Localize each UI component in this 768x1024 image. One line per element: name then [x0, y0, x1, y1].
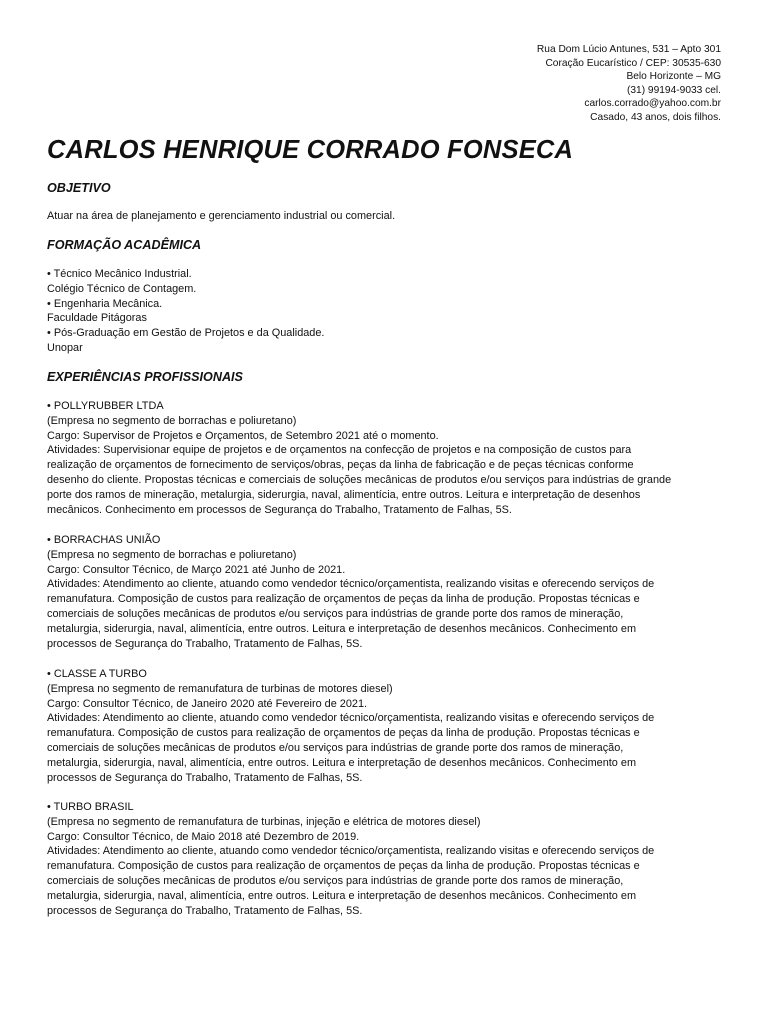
objective-heading: OBJETIVO [47, 181, 111, 195]
contact-phone: (31) 99194-9033 cel. [626, 84, 721, 96]
contact-marital-status: Casado, 43 anos, dois filhos. [590, 111, 721, 123]
job-segment: (Empresa no segmento de remanufatura de turbinas de motores diesel) [47, 682, 393, 695]
job-company: • TURBO BRASIL [47, 801, 134, 813]
objective-text: Atuar na área de planejamento e gerenciamento industrial ou comercial. [47, 210, 396, 222]
job-activities-line: Atividades: Atendimento ao cliente, atuando como vendedor técnico/orçamentista, realizando visitas e oferecendo serviços de [47, 578, 655, 591]
candidate-name: CARLOS HENRIQUE CORRADO FONSECA [47, 136, 574, 164]
job-activities-line: remanufatura. Composição de custos para realização de orçamentos de peças da linha de produção. Propostas técnicas e [47, 727, 640, 740]
job-entry-borrachas-uniao [47, 533, 727, 651]
job-segment: (Empresa no segmento de borrachas e poliuretano) [47, 414, 297, 427]
job-activities-line: Atividades: Supervisionar equipe de projetos e de orçamentos na confecção de projetos e na composição de custos para [47, 444, 632, 457]
job-activities-line: Atividades: Atendimento ao cliente, atuando como vendedor técnico/orçamentista, realizando visitas e oferecendo serviços de [47, 845, 655, 858]
education-line: Colégio Técnico de Contagem. [47, 282, 197, 295]
job-activities-line: metalurgia, siderurgia, naval, alimentícia, entre outros. Leitura e interpretação de desenhos mecânicos. Conhecimento em [47, 622, 637, 635]
job-activities-line: processos de Segurança do Trabalho, Tratamento de Falhas, 5S. [47, 637, 363, 650]
education-line: • Pós-Graduação em Gestão de Projetos e da Qualidade. [47, 327, 325, 340]
education-heading: FORMAÇÃO ACADÊMICA [47, 238, 202, 252]
job-role: Cargo: Consultor Técnico, de Março 2021 até Junho de 2021. [47, 563, 346, 576]
job-company: • POLLYRUBBER LTDA [47, 400, 164, 412]
job-activities-line: processos de Segurança do Trabalho, Tratamento de Falhas, 5S. [47, 904, 363, 917]
job-activities-line: comerciais de soluções mecânicas de produtos e/ou serviços para indústrias de grande porte dos ramos de mineração, [47, 874, 624, 887]
education-line: Faculdade Pitágoras [47, 312, 147, 325]
job-activities-line: comerciais de soluções mecânicas de produtos e/ou serviços para indústrias de grande porte dos ramos de mineração, [47, 607, 624, 620]
job-role: Cargo: Supervisor de Projetos e Orçamentos, de Setembro 2021 até o momento. [47, 429, 439, 442]
contact-district: Coração Eucarístico / CEP: 30535-630 [545, 57, 721, 69]
job-activities-line: remanufatura. Composição de custos para realização de orçamentos de peças da linha de produção. Propostas técnicas e [47, 860, 640, 873]
job-role: Cargo: Consultor Técnico, de Janeiro 2020 até Fevereiro de 2021. [47, 697, 368, 710]
contact-city: Belo Horizonte – MG [626, 71, 721, 83]
job-activities-line: metalurgia, siderurgia, naval, alimentícia, entre outros. Leitura e interpretação de desenhos mecânicos. Conhecimento em [47, 889, 637, 902]
job-company: • BORRACHAS UNIÃO [47, 534, 161, 546]
experience-heading: EXPERIÊNCIAS PROFISSIONAIS [47, 370, 243, 384]
job-activities-line: metalurgia, siderurgia, naval, alimentícia, entre outros. Leitura e interpretação de desenhos mecânicos. Conhecimento em [47, 756, 637, 769]
contact-email: carlos.corrado@yahoo.com.br [584, 98, 721, 110]
job-segment: (Empresa no segmento de borrachas e poliuretano) [47, 548, 297, 561]
job-activities-line: realização de orçamentos de fornecimento de serviços/obras, peças da linha de fabricação e de peças técnicas conforme [47, 459, 634, 472]
education-line: • Engenharia Mecânica. [47, 297, 163, 310]
job-activities-line: comerciais de soluções mecânicas de produtos e/ou serviços para indústrias de grande porte dos ramos de mineração, [47, 741, 624, 754]
job-segment: (Empresa no segmento de remanufatura de turbinas, injeção e elétrica de motores diesel) [47, 815, 481, 828]
job-activities-line: Atividades: Atendimento ao cliente, atuando como vendedor técnico/orçamentista, realizando visitas e oferecendo serviços de [47, 712, 655, 725]
job-entry-classe-a-turbo [47, 667, 727, 785]
job-activities-line: mecânicos. Conhecimento em processos de Segurança do Trabalho, Tratamento de Falhas, 5S. [47, 503, 512, 516]
job-activities-line: processos de Segurança do Trabalho, Tratamento de Falhas, 5S. [47, 771, 363, 784]
job-entry-turbo-brasil [47, 800, 727, 918]
job-activities-line: porte dos ramos de mineração, metalurgia, siderurgia, naval, alimentícia, entre outros. Leitura e interpretação de desenhos [47, 488, 641, 501]
job-company: • CLASSE A TURBO [47, 668, 147, 680]
objective-section [47, 209, 727, 224]
education-line: Unopar [47, 341, 83, 354]
job-activities-line: remanufatura. Composição de custos para realização de orçamentos de peças da linha de produção. Propostas técnicas e [47, 593, 640, 606]
job-entry-pollyrubber [47, 399, 727, 517]
job-activities-line: desenho do cliente. Propostas técnicas e comerciais de soluções mecânicas de produtos e/ou serviços para indústrias de grande [47, 473, 672, 486]
job-role: Cargo: Consultor Técnico, de Maio 2018 até Dezembro de 2019. [47, 830, 360, 843]
education-section [47, 267, 727, 356]
education-line: • Técnico Mecânico Industrial. [47, 268, 192, 280]
contact-address: Rua Dom Lúcio Antunes, 531 – Apto 301 [536, 44, 721, 55]
contact-block [537, 43, 721, 125]
